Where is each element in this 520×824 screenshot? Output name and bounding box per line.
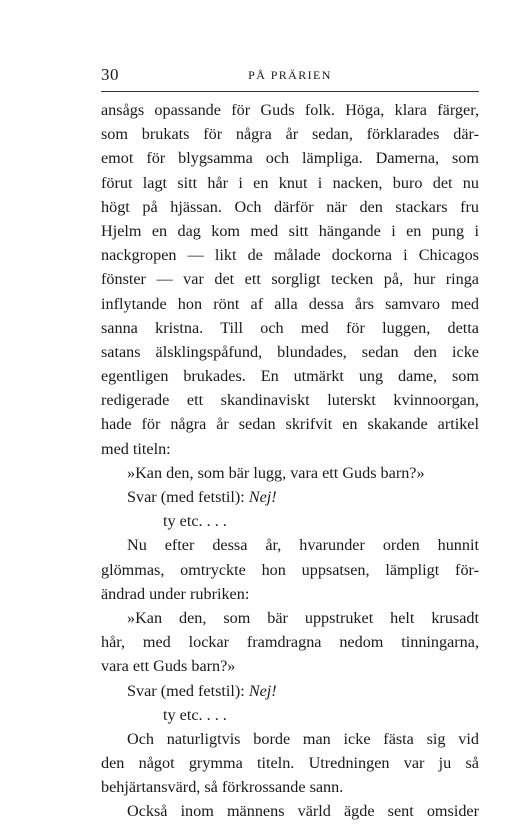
text-line: Också inom männens värld ägde sent omsider	[127, 802, 479, 821]
body-text	[101, 98, 479, 824]
text-line: Och naturligtvis borde man icke fästa sig vid	[127, 729, 479, 748]
answer-emphasis: Nej!	[248, 681, 277, 700]
answer-label: Svar (med fetstil):	[127, 681, 245, 700]
answer-line	[101, 485, 479, 509]
quoted-title-line: »Kan den, som bär lugg, vara ett Guds barn?»	[127, 463, 425, 482]
text-line: ändrad under rubriken:	[101, 584, 250, 603]
answer-label: Svar (med fetstil):	[127, 488, 245, 506]
answer-emphasis: Nej!	[248, 488, 277, 506]
text-line: Hjelm en dag kom med sitt hängande i en pung i	[101, 221, 479, 240]
text-line: behjärtansvärd, så förkrossande sann.	[101, 778, 344, 797]
page-number: 30	[101, 65, 119, 84]
text-line: ansågs opassande för Guds folk. Höga, klara färger,	[101, 101, 479, 119]
text-line: inflytande hon rönt af alla dessa års samvaro med	[101, 294, 479, 313]
text-line: Nu efter dessa år, hvarunder orden hunnit	[127, 536, 479, 555]
text-line: ty etc. . . .	[163, 512, 227, 531]
text-line: som brukats för några år sedan, förklarades där-	[101, 125, 479, 144]
header-rule	[101, 91, 479, 92]
quoted-title-line: hår, med lockar framdragna nedom tinningarna,	[101, 633, 479, 652]
text-line: sanna kristna. Till och med för luggen, detta	[101, 318, 479, 337]
page-header	[101, 64, 479, 86]
text-line: fönster — var det ett sorgligt tecken på, hur ringa	[101, 270, 479, 289]
text-line: emot för blygsamma och lämpliga. Damerna, som	[101, 149, 479, 168]
running-title: PÅ PRÄRIEN	[248, 68, 332, 82]
text-line: redigerade ett skandinaviskt luterskt kvinnoorgan,	[101, 391, 479, 410]
text-line: satans älsklingspåfund, blundades, sedan den icke	[101, 342, 479, 361]
text-line: förut lagt sitt hår i en knut i nacken, buro det nu	[101, 173, 479, 192]
text-line: ty etc. . . .	[163, 705, 227, 724]
text-line: hade för några år sedan skrifvit en skakande artikel	[101, 415, 479, 434]
text-line: högt på hjässan. Och därför när den stackars fru	[101, 197, 479, 216]
answer-line	[101, 679, 479, 703]
text-line: glömmas, omtryckte hon uppsatsen, lämpligt för-	[101, 560, 479, 579]
quoted-title-line: vara ett Guds barn?»	[101, 657, 236, 676]
text-line: den något grymma titeln. Utredningen var ju så	[101, 754, 479, 773]
text-line: nackgropen — likt de målade dockorna i Chicagos	[101, 246, 479, 265]
text-line: med titeln:	[101, 439, 171, 458]
text-line: egentligen brukades. En utmärkt ung dame, som	[101, 367, 479, 386]
quoted-title-line: »Kan den, som bär uppstruket helt krusadt	[127, 608, 479, 627]
